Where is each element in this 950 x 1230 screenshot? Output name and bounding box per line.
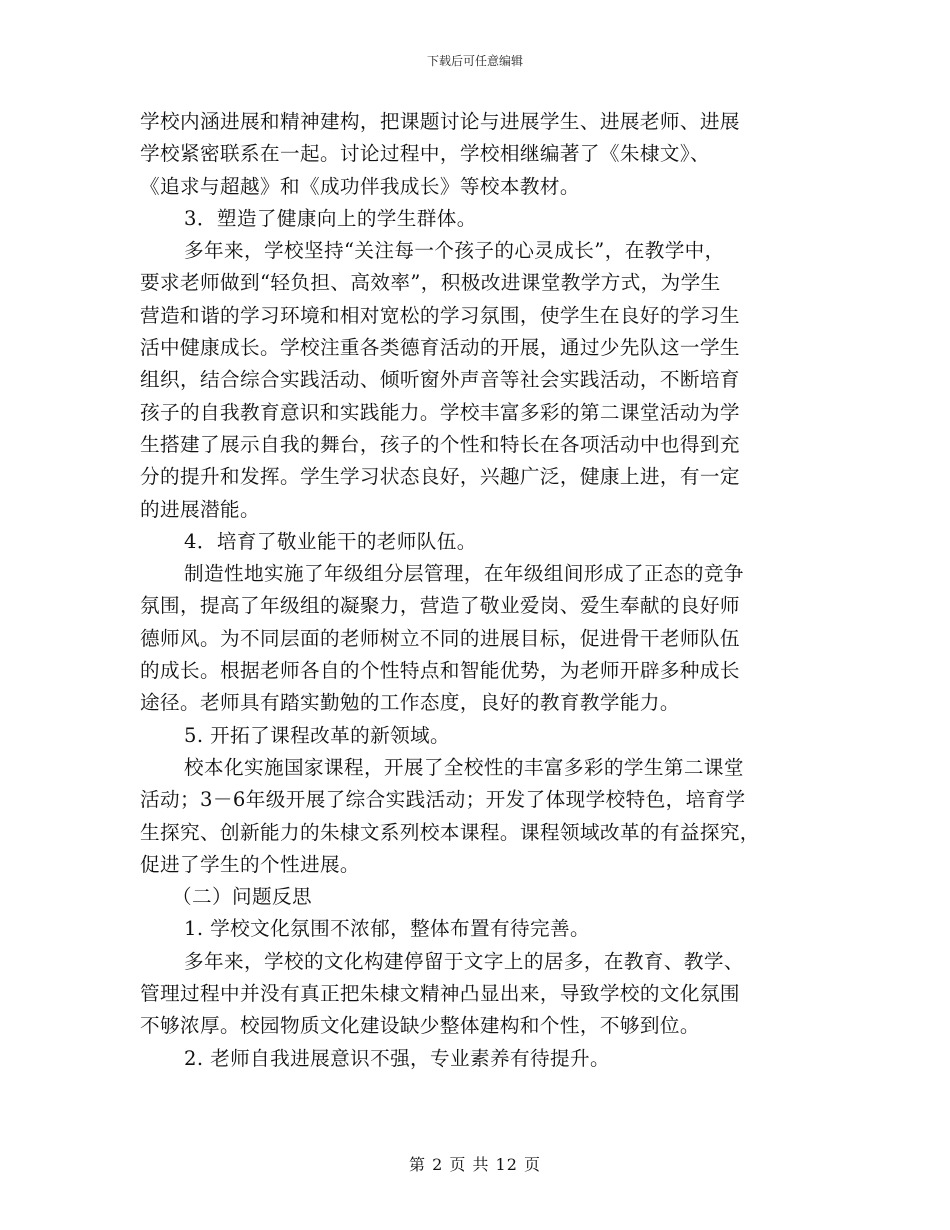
text-line: 学校紧密联系在一起。讨论过程中，学校相继编著了《朱棣文》、 [140,142,711,166]
text-line: （二）问题反思 [172,885,312,909]
text-line: 5. 开拓了课程改革的新领域。 [184,723,451,747]
text-line: 营造和谐的学习环境和相对宽松的学习氛围，使学生在良好的学习生 [140,303,740,327]
text-line: 学校内涵进展和精神建构，把课题讨论与进展学生、进展老师、进展 [140,110,740,133]
text-line: 多年来，学校坚持“关注每一个孩子的心灵成长”，在教学中， [184,239,725,263]
text-line: 促进了学生的个性进展。 [140,852,360,876]
text-line: 孩子的自我教育意识和实践能力。学校丰富多彩的第二课堂活动为学 [140,400,740,424]
document-body [140,106,800,1075]
text-line: 《追求与超越》和《成功伴我成长》等校本教材。 [140,174,580,198]
text-line: 活动；3－6年级开展了综合实践活动；开发了体现学校特色，培育学 [140,788,746,812]
text-line: 2. 老师自我进展意识不强，专业素养有待提升。 [184,1046,610,1070]
text-line: 的进展潜能。 [140,497,260,521]
text-line: 制造性地实施了年级组分层管理，在年级组间形成了正态的竞争 [184,562,744,586]
text-line: 管理过程中并没有真正把朱棣文精神凸显出来，导致学校的文化氛围 [140,982,740,1006]
text-line: 多年来，学校的文化构建停留于文字上的居多，在教育、教学、 [184,949,744,973]
text-line: 1. 学校文化氛围不浓郁，整体布置有待完善。 [184,917,591,941]
text-line: 组织，结合综合实践活动、倾听窗外声音等社会实践活动，不断培育 [140,368,740,392]
page-number-footer: 第 2 页 共 12 页 [409,1155,541,1174]
text-line: 3．塑造了健康向上的学生群体。 [184,206,477,230]
page-header: 下载后可任意编辑 [426,54,523,68]
text-line: 分的提升和发挥。学生学习状态良好，兴趣广泛，健康上进，有一定 [140,465,740,489]
text-line: 不够浓厚。校园物质文化建设缺少整体建构和个性，不够到位。 [140,1014,700,1038]
text-line: 的成长。根据老师各自的个性特点和智能优势，为老师开辟多种成长 [140,659,740,683]
text-line: 生探究、创新能力的朱棣文系列校本课程。课程领域改革的有益探究， [140,820,760,844]
text-line: 校本化实施国家课程，开展了全校性的丰富多彩的学生第二课堂 [184,755,744,779]
text-line: 4．培育了敬业能干的老师队伍。 [184,529,477,553]
text-line: 氛围，提高了年级组的凝聚力，营造了敬业爱岗、爱生奉献的良好师 [140,594,740,618]
text-line: 途径。老师具有踏实勤勉的工作态度，良好的教育教学能力。 [140,691,680,715]
text-line: 要求老师做到“轻负担、高效率”，积极改进课堂教学方式，为学生 [140,271,721,295]
text-line: 德师风。为不同层面的老师树立不同的进展目标，促进骨干老师队伍 [140,626,740,650]
text-line: 生搭建了展示自我的舞台，孩子的个性和特长在各项活动中也得到充 [140,432,740,456]
text-line: 活中健康成长。学校注重各类德育活动的开展，通过少先队这一学生 [140,336,740,360]
